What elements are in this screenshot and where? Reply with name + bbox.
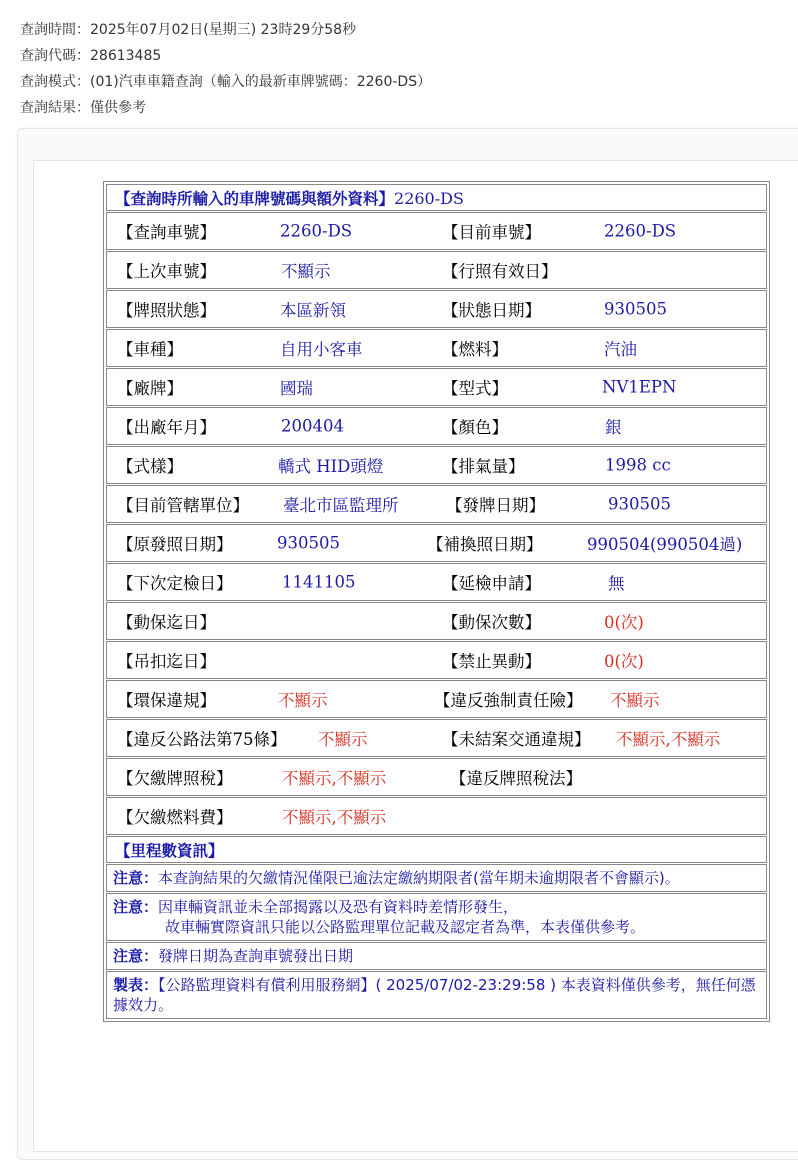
table-row	[106, 602, 767, 640]
label-next-inspection: 【下次定檢日】	[117, 574, 233, 593]
table-row	[106, 368, 767, 406]
table-row	[106, 407, 767, 445]
value-jurisdiction: 臺北市區監理所	[283, 496, 399, 515]
label-status-date: 【狀態日期】	[442, 301, 541, 320]
value-model: NV1EPN	[602, 377, 677, 397]
value-environmental-violation: 不顯示	[278, 691, 328, 710]
table-row	[106, 719, 767, 757]
label-previous-plate: 【上次車號】	[117, 262, 216, 281]
value-brand: 國瑞	[280, 379, 313, 398]
table-row	[106, 290, 767, 328]
table-row	[106, 329, 767, 367]
label-color: 【顏色】	[442, 418, 508, 437]
label-fuel: 【燃料】	[442, 340, 508, 359]
label-style: 【式樣】	[117, 457, 183, 476]
query-result: 查詢結果：僅供參考	[20, 100, 146, 116]
value-color: 銀	[605, 418, 622, 437]
label-inspection-delay: 【延檢申請】	[442, 574, 541, 593]
label-transfer-ban: 【禁止異動】	[442, 652, 541, 671]
value-lien-count: 0(次)	[604, 613, 644, 632]
note-text: 【公路監理資料有償利用服務網】( 2025/07/02-23:29:58 ) 本表資料僅供參考，無任何憑據效力。	[113, 976, 756, 1014]
value-query-plate: 2260-DS	[280, 221, 353, 241]
table-row	[106, 212, 767, 250]
query-code: 查詢代碼：28613485	[20, 48, 162, 64]
note-label: 注意：	[113, 869, 159, 887]
table-row	[106, 251, 767, 289]
table-heading	[106, 184, 767, 211]
heading-label: 【查詢時所輸入的車牌號碼與額外資料】	[115, 189, 395, 208]
label-lien-count: 【動保次數】	[442, 613, 541, 632]
table-row	[106, 524, 767, 562]
table-row	[106, 680, 767, 718]
label-displacement: 【排氣量】	[442, 457, 525, 476]
label-brand: 【廠牌】	[117, 379, 183, 398]
value-original-license-date: 930505	[277, 533, 340, 553]
table-row	[106, 641, 767, 679]
label-insurance-violation: 【違反強制責任險】	[434, 691, 583, 710]
note-text: 本查詢結果的欠繳情況僅限已逾法定繳納期限者(當年期未逾期限者不會顯示)。	[158, 869, 680, 887]
value-transfer-ban: 0(次)	[604, 652, 644, 671]
value-issue-date: 930505	[608, 494, 671, 514]
label-reissue-date: 【補換照日期】	[427, 535, 543, 554]
label-jurisdiction: 【目前管轄單位】	[117, 496, 249, 515]
label-lien-end-date: 【動保迄日】	[117, 613, 216, 632]
value-fuel: 汽油	[604, 340, 637, 359]
label-vehicle-type: 【車種】	[117, 340, 183, 359]
query-mode: 查詢模式：(01)汽車車籍查詢（輸入的最新車牌號碼：2260-DS）	[20, 74, 432, 90]
note-text-continued: 故車輛實際資訊只能以公路監理單位記載及認定者為準，本表僅供參考。	[165, 918, 646, 936]
value-next-inspection: 1141105	[282, 572, 356, 592]
label-unpaid-license-tax: 【欠繳牌照稅】	[117, 769, 233, 788]
note-producer	[106, 971, 767, 1019]
label-plate-status: 【牌照狀態】	[117, 301, 216, 320]
value-insurance-violation: 不顯示	[610, 691, 660, 710]
label-license-valid-date: 【行照有效日】	[442, 262, 558, 281]
table-row	[106, 563, 767, 601]
value-unpaid-fuel-fee: 不顯示,不顯示	[282, 808, 387, 827]
value-highway-act-violation: 不顯示	[318, 730, 368, 749]
value-open-traffic-violation: 不顯示,不顯示	[616, 730, 721, 749]
note-text: 發牌日期為查詢車號發出日期	[158, 947, 354, 965]
note-label: 注意：	[113, 898, 159, 916]
note-label: 製表：	[113, 976, 159, 994]
table-row	[106, 797, 767, 835]
label-highway-act-violation: 【違反公路法第75條】	[117, 730, 287, 749]
label-query-plate: 【查詢車號】	[117, 223, 216, 242]
note-label: 注意：	[113, 947, 159, 965]
value-status-date: 930505	[604, 299, 667, 319]
label-suspension-end-date: 【吊扣迄日】	[117, 652, 216, 671]
value-style: 轎式 HID頭燈	[278, 457, 384, 476]
label-original-license-date: 【原發照日期】	[117, 535, 233, 554]
label-unpaid-fuel-fee: 【欠繳燃料費】	[117, 808, 233, 827]
label-environmental-violation: 【環保違規】	[117, 691, 216, 710]
label-model: 【型式】	[442, 379, 508, 398]
note-disclaimer	[106, 893, 767, 941]
heading-plate: 2260-DS	[394, 188, 464, 208]
query-info	[20, 17, 431, 121]
value-manufacture-date: 200404	[281, 416, 344, 436]
value-reissue-date: 990504(990504過)	[587, 535, 743, 554]
value-current-plate: 2260-DS	[604, 221, 677, 241]
label-issue-date: 【發牌日期】	[446, 496, 545, 515]
note-text: 因車輛資訊並未全部揭露以及恐有資料時差情形發生，	[158, 898, 519, 916]
mileage-section	[106, 836, 767, 863]
label-manufacture-date: 【出廠年月】	[117, 418, 216, 437]
query-time: 查詢時間：2025年07月02日(星期三) 23時29分58秒	[20, 22, 357, 38]
label-open-traffic-violation: 【未結案交通違規】	[442, 730, 591, 749]
table-row	[106, 485, 767, 523]
value-inspection-delay: 無	[608, 574, 625, 593]
value-previous-plate: 不顯示	[281, 262, 331, 281]
value-vehicle-type: 自用小客車	[280, 340, 363, 359]
value-unpaid-license-tax: 不顯示,不顯示	[282, 769, 387, 788]
note-overdue	[106, 864, 767, 892]
table-row	[106, 758, 767, 796]
label-license-tax-violation: 【違反牌照稅法】	[450, 769, 582, 788]
mileage-label: 【里程數資訊】	[115, 841, 224, 860]
table-row	[106, 446, 767, 484]
value-displacement: 1998 cc	[605, 455, 671, 475]
note-issue-date	[106, 942, 767, 970]
vehicle-info-table	[103, 181, 770, 1022]
value-plate-status: 本區新領	[280, 301, 346, 320]
label-current-plate: 【目前車號】	[442, 223, 541, 242]
